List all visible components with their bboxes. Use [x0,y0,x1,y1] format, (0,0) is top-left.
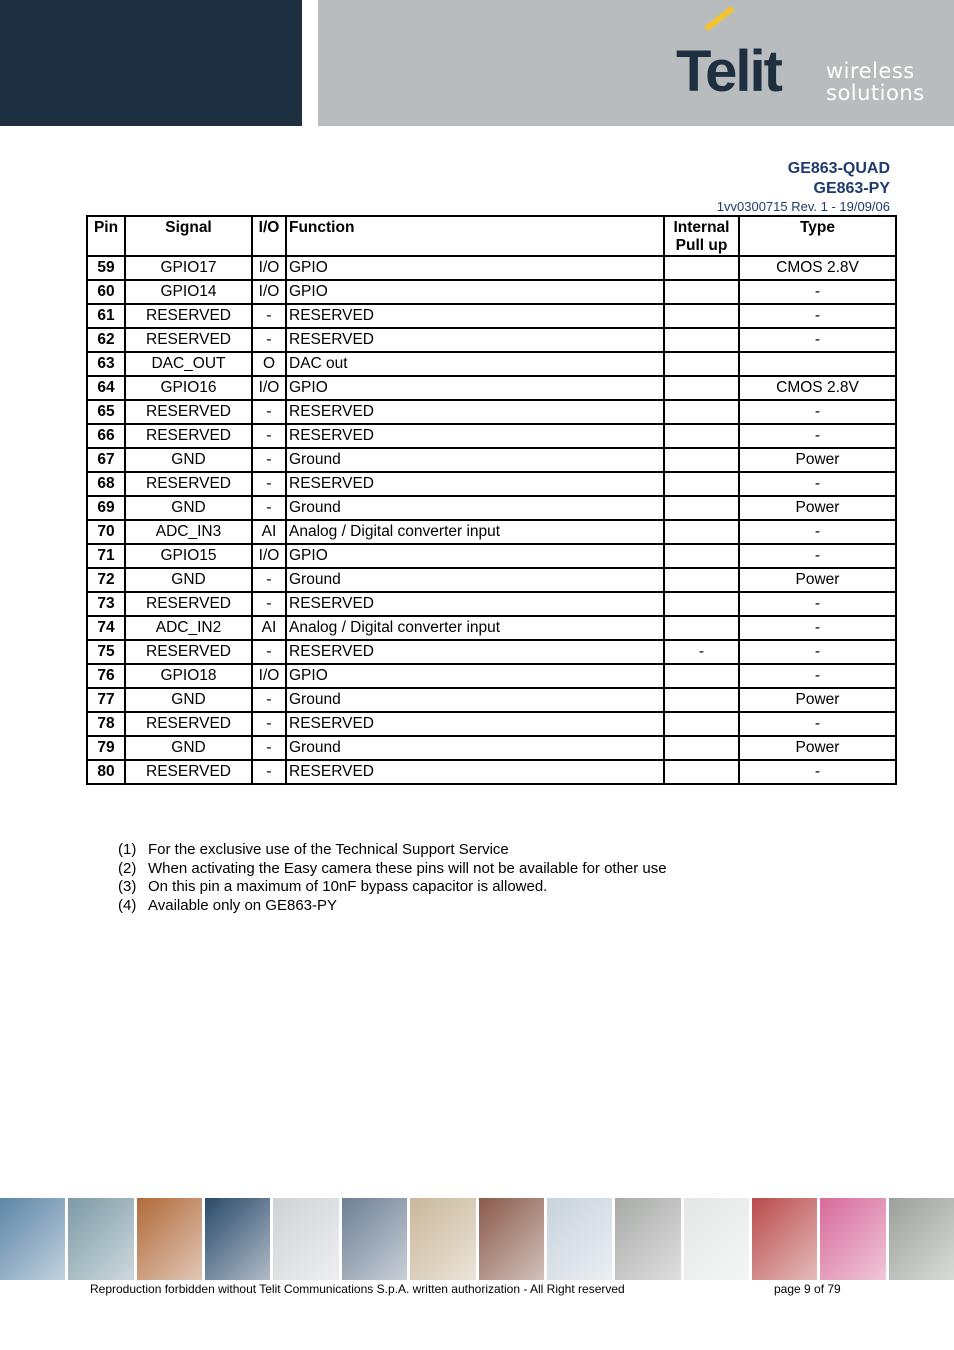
table-row [87,352,896,376]
pin-cell: 66 [87,424,125,448]
type-cell: CMOS 2.8V [739,256,896,280]
type-cell: Power [739,688,896,712]
function-cell: GPIO [286,544,664,568]
pullup-cell [664,304,739,328]
table-row [87,256,896,280]
function-cell: Ground [286,448,664,472]
table-row [87,448,896,472]
table-row [87,616,896,640]
signal-cell: GND [125,496,252,520]
type-cell: - [739,592,896,616]
type-cell: - [739,400,896,424]
pullup-cell: - [664,640,739,664]
pullup-cell [664,736,739,760]
pullup-cell [664,664,739,688]
signal-cell: GND [125,736,252,760]
footer-photo-tile [0,1198,65,1280]
footer-copyright: Reproduction forbidden without Telit Communications S.p.A. written authorization - All Right reserved [90,1282,625,1296]
type-cell: Power [739,568,896,592]
pin-cell: 65 [87,400,125,424]
type-cell: - [739,640,896,664]
header-io: I/O [252,216,286,256]
pin-cell: 63 [87,352,125,376]
header-dark-panel [0,0,302,126]
type-cell: - [739,616,896,640]
logo-word: Telit [676,39,781,104]
signal-cell: GND [125,448,252,472]
signal-cell: GPIO14 [125,280,252,304]
type-cell: - [739,712,896,736]
logo-tagline-line-2: solutions [826,81,925,105]
footer-photo-tile [820,1198,885,1280]
type-cell: Power [739,736,896,760]
io-cell: - [252,592,286,616]
type-cell: - [739,544,896,568]
footer-photo-tile [547,1198,612,1280]
footer-photo-tile [68,1198,133,1280]
signal-cell: GND [125,688,252,712]
pullup-cell [664,448,739,472]
signal-cell: RESERVED [125,304,252,328]
pin-cell: 73 [87,592,125,616]
type-cell: - [739,760,896,784]
io-cell: - [252,640,286,664]
pin-cell: 72 [87,568,125,592]
table-row [87,496,896,520]
signal-cell: RESERVED [125,424,252,448]
product-name-1: GE863-QUAD [787,160,890,177]
table-row [87,712,896,736]
table-row [87,688,896,712]
pullup-cell [664,280,739,304]
logo-tagline-line-1: wireless [826,59,915,83]
io-cell: I/O [252,544,286,568]
pinout-table [86,215,897,785]
function-cell: GPIO [286,376,664,400]
io-cell: - [252,328,286,352]
function-cell: RESERVED [286,760,664,784]
signal-cell: ADC_IN2 [125,616,252,640]
signal-cell: GPIO18 [125,664,252,688]
footnote-number: (4) [118,896,137,914]
function-cell: Analog / Digital converter input [286,520,664,544]
function-cell: GPIO [286,280,664,304]
function-cell: RESERVED [286,304,664,328]
pin-cell: 75 [87,640,125,664]
function-cell: RESERVED [286,712,664,736]
pullup-cell [664,424,739,448]
table-header-row [87,216,896,256]
table-row [87,376,896,400]
io-cell: - [252,688,286,712]
function-cell: RESERVED [286,400,664,424]
table-row [87,664,896,688]
table-row [87,424,896,448]
table-row [87,520,896,544]
footnote-number: (1) [118,841,137,858]
function-cell: DAC out [286,352,664,376]
table-row [87,304,896,328]
signal-cell: RESERVED [125,760,252,784]
signal-cell: GPIO15 [125,544,252,568]
pin-cell: 80 [87,760,125,784]
header-type: Type [739,216,896,256]
function-cell: GPIO [286,664,664,688]
function-cell: Ground [286,736,664,760]
footer-image-strip [0,1198,954,1280]
signal-cell: GPIO17 [125,256,252,280]
function-cell: GPIO [286,256,664,280]
pullup-cell [664,544,739,568]
footnote-text: Available only on GE863-PY [148,896,338,914]
pullup-cell [664,376,739,400]
io-cell: I/O [252,256,286,280]
pin-cell: 59 [87,256,125,280]
footnote [118,860,667,879]
pin-cell: 61 [87,304,125,328]
table-row [87,280,896,304]
footnote [118,841,667,860]
pullup-cell [664,568,739,592]
pin-cell: 74 [87,616,125,640]
table-row [87,640,896,664]
io-cell: AI [252,616,286,640]
header-pin: Pin [87,216,125,256]
logo-tagline [826,60,925,104]
io-cell: - [252,496,286,520]
type-cell [739,352,896,376]
type-cell: - [739,280,896,304]
signal-cell: RESERVED [125,592,252,616]
header-function: Function [286,216,664,256]
footnote [118,897,667,916]
io-cell: - [252,304,286,328]
pullup-cell [664,472,739,496]
footnote-text: For the exclusive use of the Technical Support Service [148,841,509,858]
pin-cell: 60 [87,280,125,304]
footnote-number: (2) [118,859,137,877]
pin-cell: 78 [87,712,125,736]
signal-cell: RESERVED [125,640,252,664]
function-cell: Ground [286,496,664,520]
type-cell: Power [739,448,896,472]
pin-cell: 67 [87,448,125,472]
io-cell: - [252,472,286,496]
function-cell: RESERVED [286,328,664,352]
document-revision: 1vv0300715 Rev. 1 - 19/09/06 [716,199,890,214]
type-cell: - [739,424,896,448]
function-cell: Ground [286,688,664,712]
type-cell: - [739,520,896,544]
signal-cell: GND [125,568,252,592]
product-name-2: GE863-PY [813,180,890,197]
footnote [118,878,667,897]
function-cell: Analog / Digital converter input [286,616,664,640]
type-cell: - [739,664,896,688]
table-row [87,760,896,784]
table-row [87,400,896,424]
type-cell: - [739,472,896,496]
io-cell: I/O [252,280,286,304]
signal-cell: RESERVED [125,712,252,736]
function-cell: Ground [286,568,664,592]
io-cell: - [252,424,286,448]
pullup-cell [664,760,739,784]
io-cell: - [252,736,286,760]
footer-photo-tile [273,1198,338,1280]
io-cell: I/O [252,376,286,400]
table-row [87,592,896,616]
type-cell: CMOS 2.8V [739,376,896,400]
function-cell: RESERVED [286,424,664,448]
io-cell: AI [252,520,286,544]
io-cell: O [252,352,286,376]
footer-photo-tile [889,1198,954,1280]
footer-photo-tile [137,1198,202,1280]
signal-cell: ADC_IN3 [125,520,252,544]
signal-cell: RESERVED [125,400,252,424]
header-signal: Signal [125,216,252,256]
document-title [788,159,890,199]
footnote-text: When activating the Easy camera these pins will not be available for other use [148,859,667,877]
signal-cell: RESERVED [125,472,252,496]
pullup-cell [664,616,739,640]
pin-cell: 71 [87,544,125,568]
pin-cell: 64 [87,376,125,400]
footer-photo-tile [684,1198,749,1280]
io-cell: - [252,400,286,424]
signal-cell: DAC_OUT [125,352,252,376]
pin-cell: 77 [87,688,125,712]
pin-cell: 62 [87,328,125,352]
pullup-cell [664,352,739,376]
function-cell: RESERVED [286,640,664,664]
footer-photo-tile [410,1198,475,1280]
function-cell: RESERVED [286,472,664,496]
type-cell: Power [739,496,896,520]
footer-photo-tile [205,1198,270,1280]
io-cell: - [252,760,286,784]
pullup-cell [664,712,739,736]
footer-photo-tile [342,1198,407,1280]
footer-photo-tile [479,1198,544,1280]
pin-cell: 76 [87,664,125,688]
type-cell: - [739,328,896,352]
signal-cell: GPIO16 [125,376,252,400]
table-row [87,568,896,592]
pin-cell: 68 [87,472,125,496]
pullup-cell [664,496,739,520]
page-number: page 9 of 79 [774,1282,841,1296]
pullup-cell [664,256,739,280]
table-row [87,328,896,352]
type-cell: - [739,304,896,328]
footer-photo-tile [752,1198,817,1280]
table-row [87,736,896,760]
pin-cell: 79 [87,736,125,760]
io-cell: - [252,568,286,592]
footer-photo-tile [615,1198,680,1280]
table-row [87,472,896,496]
io-cell: - [252,448,286,472]
pullup-cell [664,520,739,544]
signal-cell: RESERVED [125,328,252,352]
pullup-cell [664,400,739,424]
io-cell: I/O [252,664,286,688]
telit-logo [676,22,926,112]
header-pullup: Internal Pull up [664,216,739,256]
footnote-number: (3) [118,878,137,895]
io-cell: - [252,712,286,736]
table-row [87,544,896,568]
footnote-text: On this pin a maximum of 10nF bypass capacitor is allowed. [148,878,548,895]
footnotes [118,841,667,915]
pullup-cell [664,328,739,352]
pin-cell: 69 [87,496,125,520]
pullup-cell [664,688,739,712]
pin-cell: 70 [87,520,125,544]
pullup-cell [664,592,739,616]
function-cell: RESERVED [286,592,664,616]
